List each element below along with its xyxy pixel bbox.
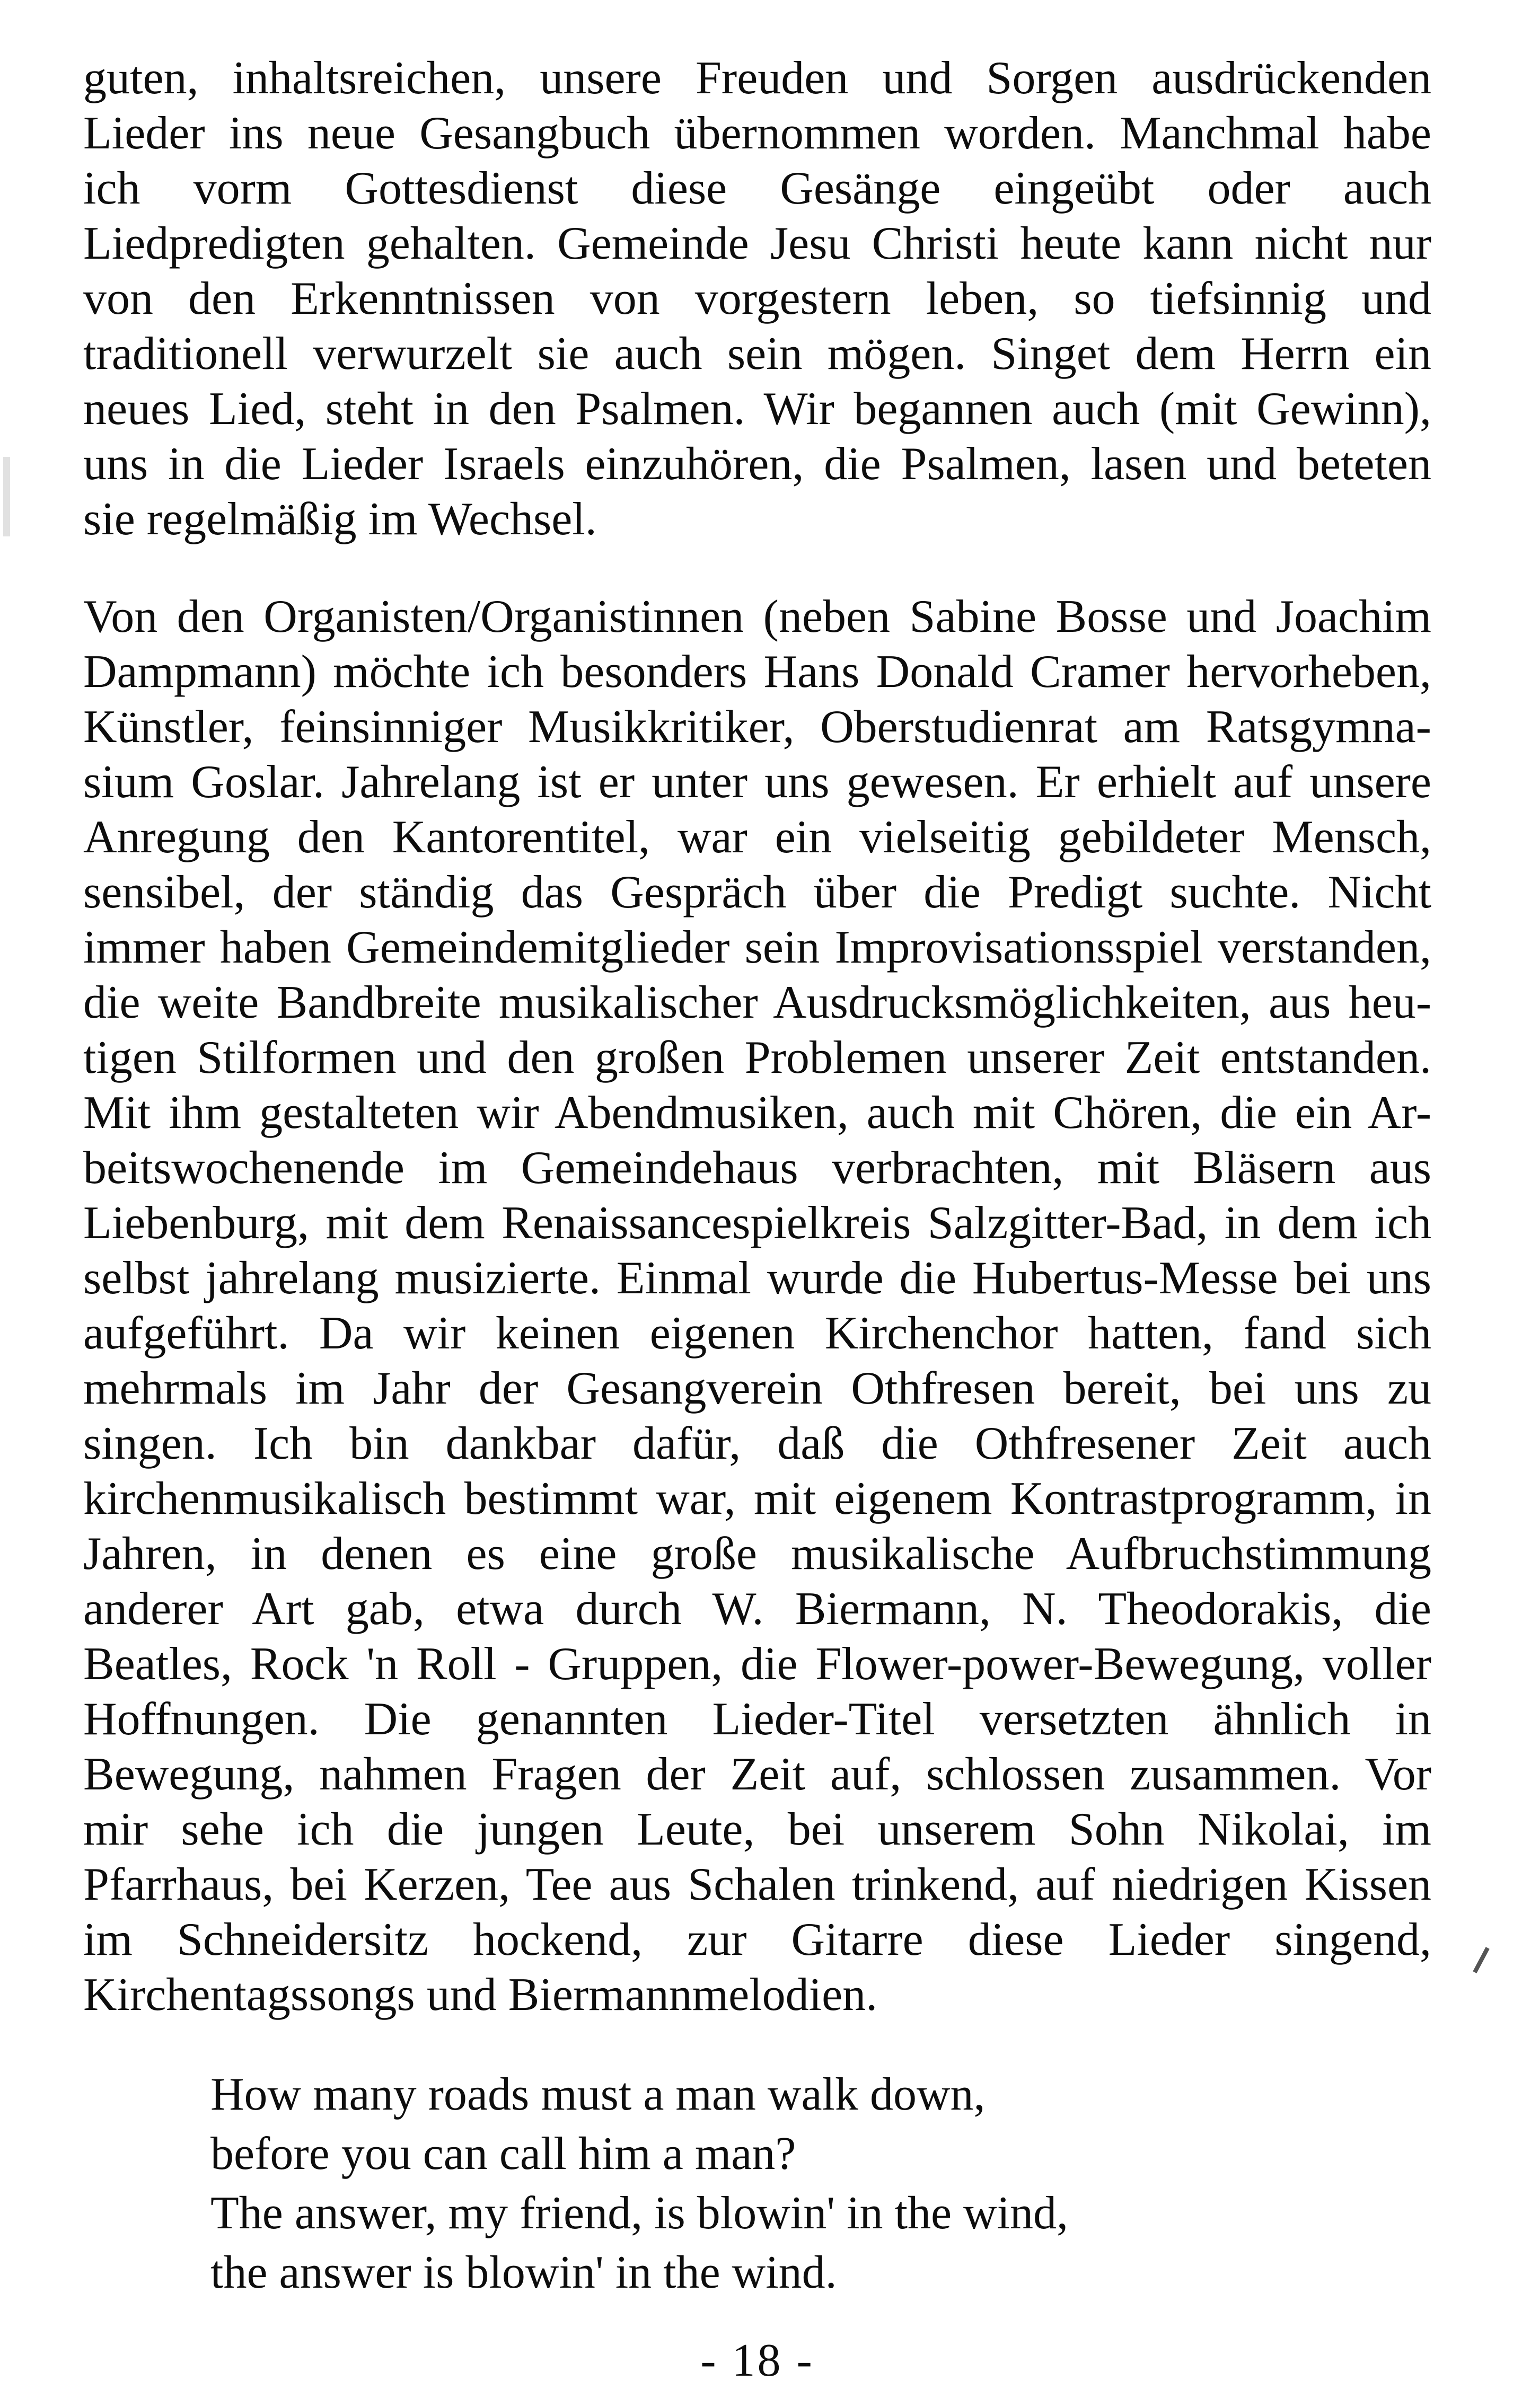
text-line: von den Erkenntnissen von vorgestern leben, so tiefsinnig und	[83, 273, 1431, 324]
text-line: sensibel, der ständig das Gespräch über die Predigt suchte. Nicht	[83, 867, 1431, 918]
paragraph-organists	[83, 589, 1431, 2023]
text-line: Pfarrhaus, bei Kerzen, Tee aus Schalen trinkend, auf niedrigen Kissen	[83, 1859, 1431, 1910]
text-line: Hoffnungen. Die genannten Lieder-Titel versetzten ähnlich in	[83, 1693, 1431, 1745]
text-line: sie regelmäßig im Wechsel.	[83, 493, 597, 545]
text-line: Mit ihm gestalteten wir Abendmusiken, auch mit Chören, die ein Ar-	[83, 1087, 1431, 1139]
text-line: Von den Organisten/Organistinnen (neben Sabine Bosse und Joachim	[83, 591, 1431, 642]
text-line: Anregung den Kantorentitel, war ein vielseitig gebildeter Mensch,	[83, 812, 1431, 863]
text-line: mehrmals im Jahr der Gesangverein Othfresen bereit, bei uns zu	[83, 1363, 1431, 1414]
text-line: Künstler, feinsinniger Musikkritiker, Oberstudienrat am Ratsgymna-	[83, 701, 1431, 753]
page-number: - 18 -	[700, 2335, 814, 2386]
text-line: The answer, my friend, is blowin' in the wind,	[210, 2188, 1069, 2239]
text-line: im Schneidersitz hockend, zur Gitarre diese Lieder singend,	[83, 1914, 1431, 1965]
text-line: traditionell verwurzelt sie auch sein mögen. Singet dem Herrn ein	[83, 328, 1431, 380]
poem-blowin-in-the-wind	[210, 2065, 1431, 2303]
text-line: anderer Art gab, etwa durch W. Biermann, N. Theodorakis, die	[83, 1583, 1431, 1635]
text-line: mir sehe ich die jungen Leute, bei unserem Sohn Nikolai, im	[83, 1804, 1431, 1855]
text-line: Liedpredigten gehalten. Gemeinde Jesu Christi heute kann nicht nur	[83, 218, 1431, 269]
text-line: ich vorm Gottesdienst diese Gesänge eingeübt oder auch	[83, 163, 1431, 214]
scan-artifact-left-edge	[3, 457, 10, 536]
text-line: aufgeführt. Da wir keinen eigenen Kirchenchor hatten, fand sich	[83, 1308, 1431, 1359]
text-line: Bewegung, nahmen Fragen der Zeit auf, schlossen zusammen. Vor	[83, 1749, 1431, 1800]
text-line: die weite Bandbreite musikalischer Ausdrucksmöglichkeiten, aus heu-	[83, 977, 1431, 1028]
text-line: tigen Stilformen und den großen Problemen unserer Zeit entstanden.	[83, 1032, 1431, 1083]
text-line: Dampmann) möchte ich besonders Hans Donald Cramer hervorheben,	[83, 646, 1431, 698]
text-line: uns in die Lieder Israels einzuhören, die Psalmen, lasen und beteten	[83, 438, 1431, 490]
text-line: Jahren, in denen es eine große musikalische Aufbruchstimmung	[83, 1528, 1431, 1580]
text-block	[83, 51, 1431, 2388]
text-line: Beatles, Rock 'n Roll - Gruppen, die Flower-power-Bewegung, voller	[83, 1638, 1431, 1690]
text-line: selbst jahrelang musizierte. Einmal wurde die Hubertus-Messe bei uns	[83, 1252, 1431, 1304]
text-line: guten, inhaltsreichen, unsere Freuden und Sorgen ausdrückenden	[83, 52, 1431, 104]
text-line: Lieder ins neue Gesangbuch übernommen worden. Manchmal habe	[83, 108, 1431, 159]
text-line: singen. Ich bin dankbar dafür, daß die Othfresener Zeit auch	[83, 1418, 1431, 1469]
text-line: beitswochenende im Gemeindehaus verbrachten, mit Bläsern aus	[83, 1142, 1431, 1194]
paragraph-church-songs	[83, 51, 1431, 547]
text-line: Kirchentagssongs und Biermannmelodien.	[83, 1969, 878, 2021]
text-line: before you can call him a man?	[210, 2128, 796, 2180]
text-line: Liebenburg, mit dem Renaissancespielkreis Salzgitter-Bad, in dem ich	[83, 1197, 1431, 1249]
text-line: neues Lied, steht in den Psalmen. Wir begannen auch (mit Gewinn),	[83, 383, 1431, 435]
scan-artifact-stray-mark	[1473, 1947, 1489, 1973]
text-line: kirchenmusikalisch bestimmt war, mit eigenem Kontrastprogramm, in	[83, 1473, 1431, 1524]
text-line: How many roads must a man walk down,	[210, 2069, 986, 2120]
text-line: sium Goslar. Jahrelang ist er unter uns gewesen. Er erhielt auf unsere	[83, 756, 1431, 808]
text-line: immer haben Gemeindemitglieder sein Improvisationsspiel verstanden,	[83, 922, 1431, 973]
text-line: the answer is blowin' in the wind.	[210, 2247, 837, 2298]
